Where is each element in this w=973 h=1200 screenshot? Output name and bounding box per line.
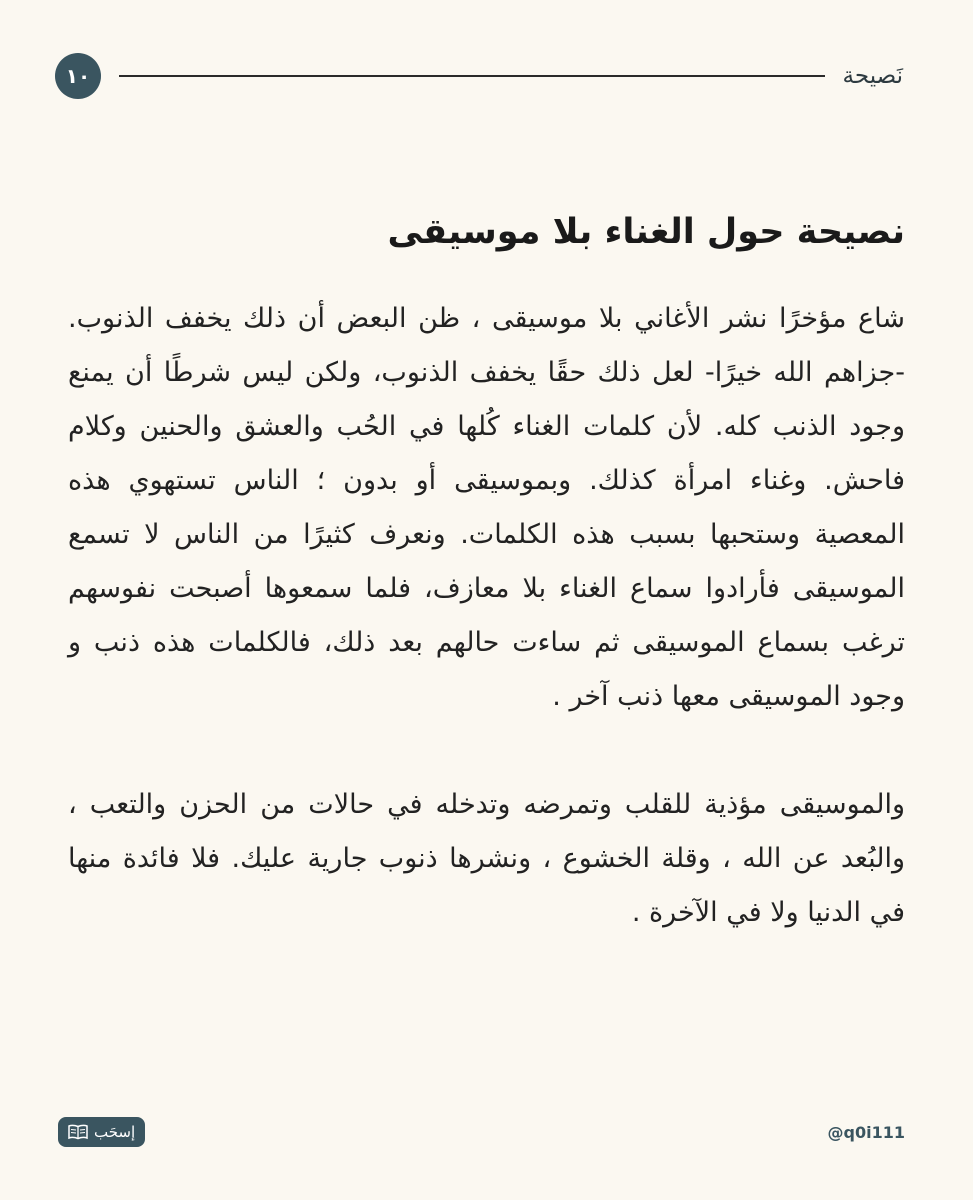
header — [55, 50, 903, 102]
book-icon — [68, 1124, 88, 1140]
paragraph-2: والموسيقى مؤذية للقلب وتمرضه وتدخله في حالات من الحزن والتعب ، والبُعد عن الله ، وقلة الخشوع ، ونشرها ذنوب جارية عليك. فلا فائدة منها في الدنيا ولا في الآخرة . — [68, 789, 905, 928]
brand-name: نَصيحة — [842, 63, 903, 89]
swipe-button[interactable] — [58, 1117, 145, 1147]
paragraph-1: شاع مؤخرًا نشر الأغاني بلا موسيقى ، ظن البعض أن ذلك يخفف الذنوب. -جزاهم الله خيرًا- لعل ذلك حقًا يخفف الذنوب، ولكن ليس شرطًا أن يمنع وجود الذنب كله. لأن كلمات الغناء كُلها في الحُب والعشق والحنين وكلام فاحش. وغناء امرأة كذلك. وبموسيقى أو بدون ؛ الناس تستهوي هذه المعصية وستحبها بسبب هذه الكلمات. ونعرف كثيرًا من الناس لا تسمع الموسيقى فأرادوا سماع الغناء بلا معازف، فلما سمعوها أصبحت نفوسهم ترغب بسماع الموسيقى ثم ساءت حالهم بعد ذلك، فالكلمات هذه ذنب و وجود الموسيقى معها ذنب آخر . — [68, 303, 905, 712]
swipe-label: إسحَب — [94, 1123, 136, 1141]
footer — [58, 1112, 905, 1152]
page-title: نصيحة حول الغناء بلا موسيقى — [387, 212, 905, 252]
account-handle[interactable]: @q0i111 — [827, 1122, 905, 1142]
page-number-badge: ١٠ — [55, 53, 101, 99]
header-divider — [119, 75, 825, 77]
body-text — [68, 292, 905, 940]
